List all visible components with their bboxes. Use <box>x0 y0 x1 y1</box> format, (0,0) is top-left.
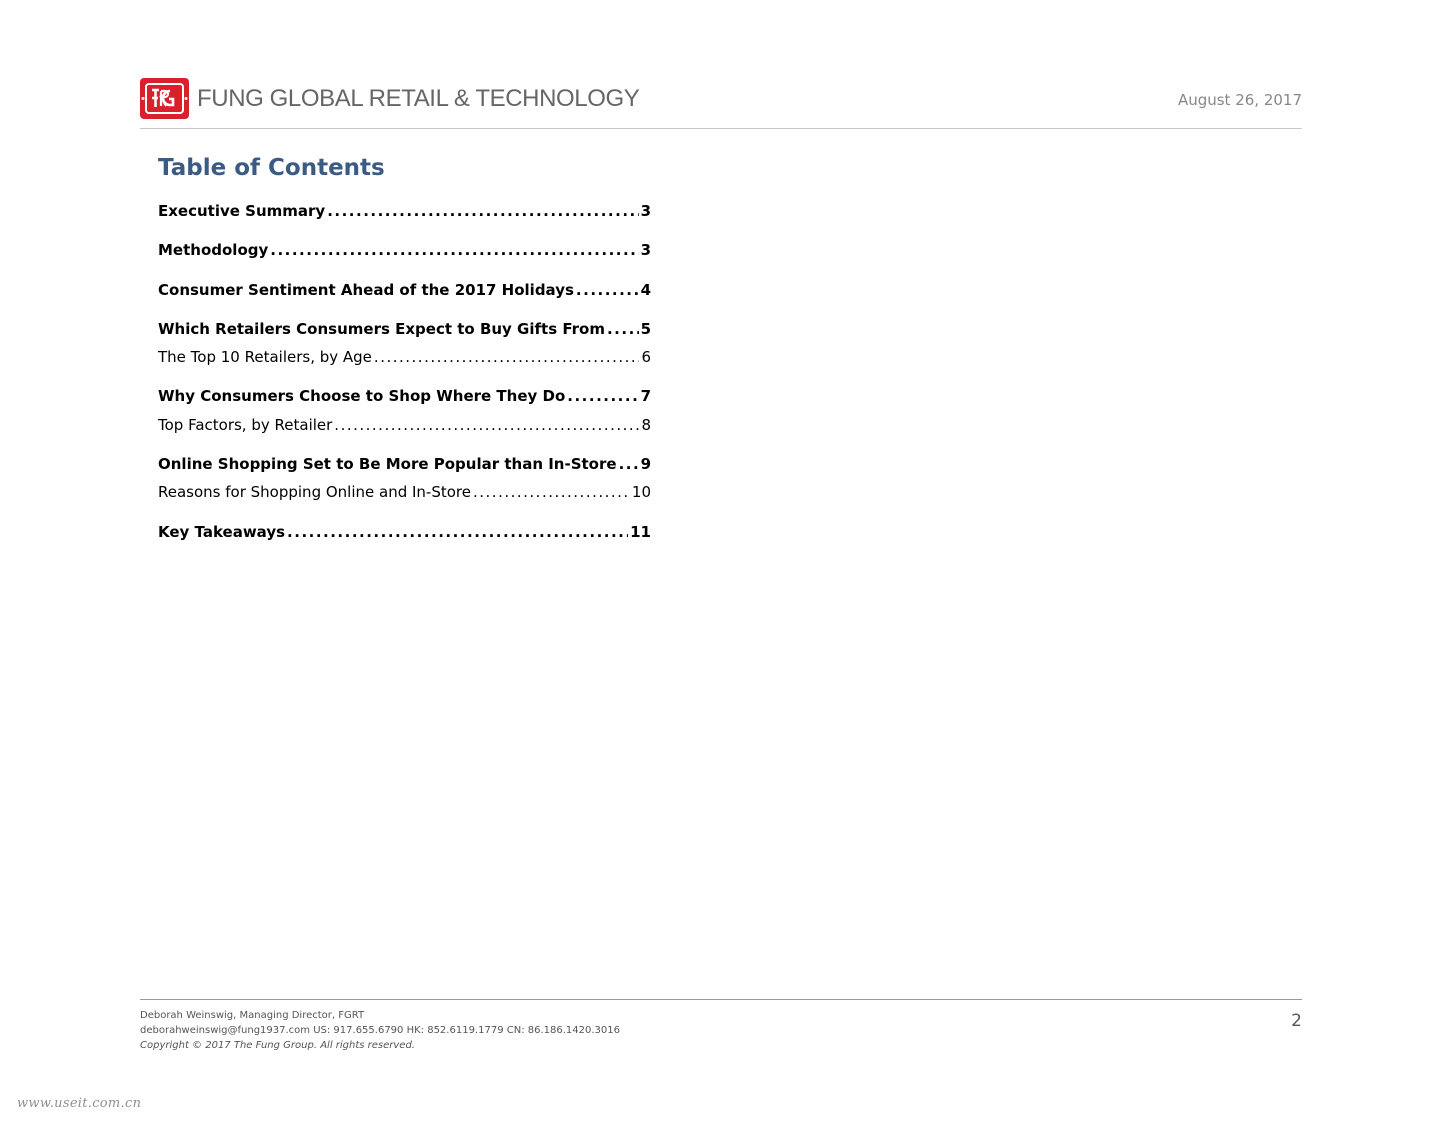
toc-entry-key-takeaways[interactable] <box>158 523 651 541</box>
toc-entry-label: Executive Summary <box>158 202 326 220</box>
dot-leader <box>576 281 639 299</box>
toc-entry-page: 4 <box>640 281 651 299</box>
toc-entry-consumer-sentiment[interactable] <box>158 281 651 299</box>
page-header <box>140 76 1302 128</box>
dot-leader <box>567 387 638 405</box>
toc-entry-label: Reasons for Shopping Online and In-Store <box>158 483 471 501</box>
brand-name: FUNG GLOBAL RETAIL & TECHNOLOGY <box>197 85 640 112</box>
toc-entry-page: 7 <box>640 387 651 405</box>
toc-entry-methodology[interactable] <box>158 241 651 259</box>
page-footer <box>140 1008 620 1053</box>
dot-leader <box>270 241 638 259</box>
toc-entry-page: 3 <box>640 241 651 259</box>
toc-entry-label: Methodology <box>158 241 269 259</box>
report-date: August 26, 2017 <box>1177 91 1302 109</box>
footer-divider <box>140 999 1302 1000</box>
toc-entry-page: 9 <box>640 455 651 473</box>
dot-leader <box>619 455 639 473</box>
watermark: www.useit.com.cn <box>17 1096 142 1111</box>
footer-contact: deborahweinswig@fung1937.com US: 917.655.6790 HK: 852.6119.1779 CN: 86.186.1420.3016 <box>140 1025 620 1036</box>
toc-entry-label: Key Takeaways <box>158 523 286 541</box>
page-number: 2 <box>1291 1011 1302 1031</box>
toc-entry-page: 8 <box>641 416 651 434</box>
toc-entry-why-consumers-choose[interactable] <box>158 387 651 405</box>
toc-entry-page: 5 <box>640 320 651 338</box>
toc-entry-top-factors[interactable] <box>158 416 651 434</box>
toc-entry-page: 10 <box>631 483 651 501</box>
toc-entry-executive-summary[interactable] <box>158 202 651 220</box>
toc-entry-top-10-retailers[interactable] <box>158 348 651 366</box>
footer-copyright: Copyright © 2017 The Fung Group. All rights reserved. <box>140 1040 415 1051</box>
dot-leader <box>607 320 639 338</box>
dot-leader <box>374 348 640 366</box>
footer-author: Deborah Weinswig, Managing Director, FGRT <box>140 1010 365 1021</box>
toc-entry-page: 3 <box>640 202 651 220</box>
fung-logo-icon <box>140 78 189 119</box>
dot-leader <box>327 202 638 220</box>
toc-entry-label: Online Shopping Set to Be More Popular than In-Store <box>158 455 617 473</box>
toc-entry-label: Which Retailers Consumers Expect to Buy Gifts From <box>158 320 605 338</box>
toc-entry-label: Why Consumers Choose to Shop Where They Do <box>158 387 566 405</box>
toc-entry-label: Top Factors, by Retailer <box>158 416 333 434</box>
header-divider <box>140 128 1302 129</box>
toc-entry-label: The Top 10 Retailers, by Age <box>158 348 372 366</box>
dot-leader <box>287 523 628 541</box>
toc-entry-page: 6 <box>641 348 651 366</box>
dot-leader <box>473 483 630 501</box>
toc-entry-which-retailers[interactable] <box>158 320 651 338</box>
toc-entry-label: Consumer Sentiment Ahead of the 2017 Holidays <box>158 281 574 299</box>
toc-title: Table of Contents <box>158 155 385 181</box>
toc-entry-online-shopping[interactable] <box>158 455 651 473</box>
toc-entry-reasons-for-shopping[interactable] <box>158 483 651 501</box>
toc-entry-page: 11 <box>630 523 651 541</box>
dot-leader <box>334 416 639 434</box>
